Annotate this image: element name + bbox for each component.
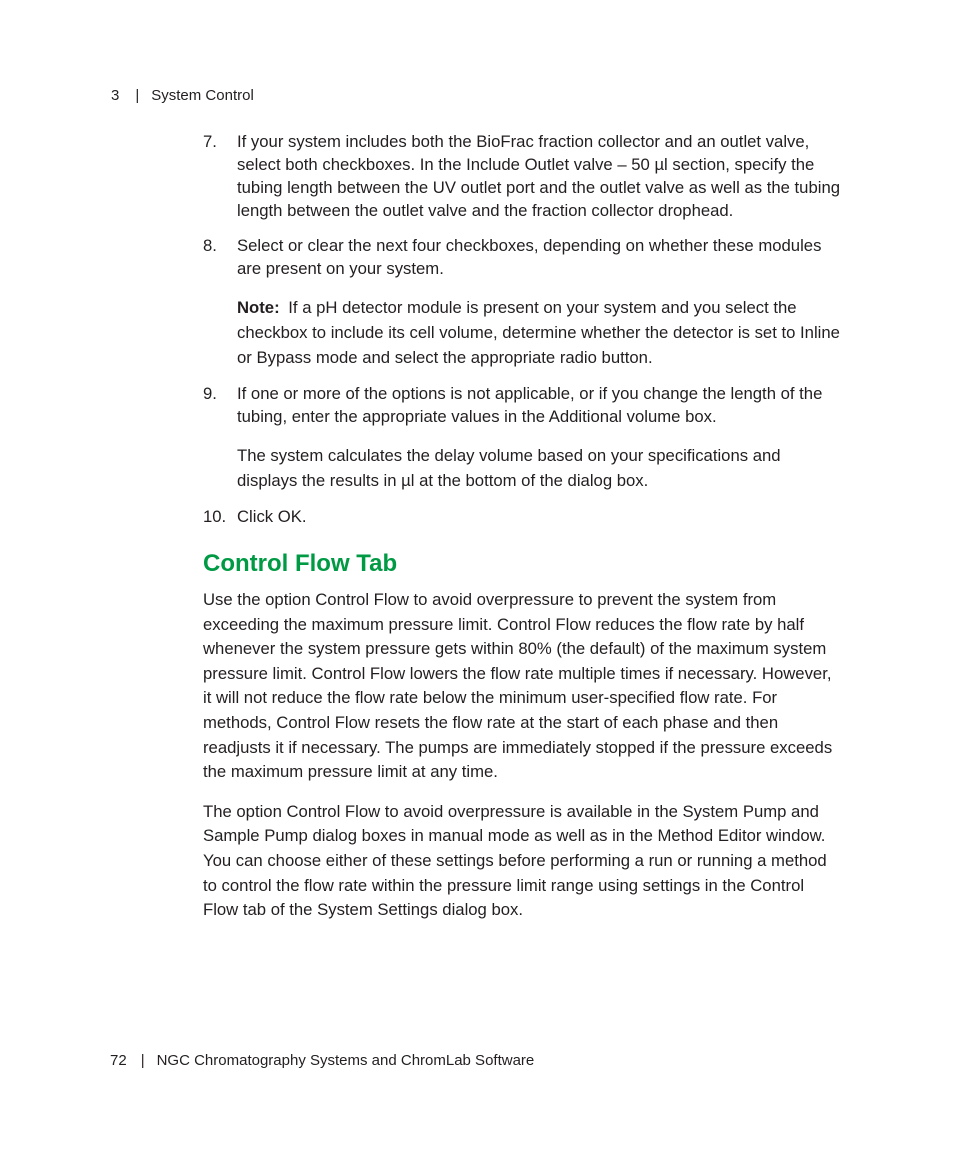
step-text: Click OK.	[237, 507, 307, 526]
header-separator: |	[135, 87, 140, 104]
step-body	[237, 234, 843, 370]
note-label: Note:	[237, 298, 280, 317]
running-footer	[110, 1052, 534, 1070]
page-content	[203, 130, 843, 938]
list-item-step-7	[203, 130, 843, 222]
step-number: 9.	[203, 384, 217, 403]
book-title: NGC Chromatography Systems and ChromLab Software	[156, 1052, 535, 1069]
step-body	[237, 505, 843, 528]
step-body	[237, 130, 843, 222]
step-number: 8.	[203, 236, 217, 255]
list-item-step-9	[203, 382, 843, 493]
step-text: Select or clear the next four checkboxes, depending on whether these modules are present on your system.	[237, 236, 822, 278]
section-paragraph: The option Control Flow to avoid overpressure is available in the System Pump and Sample Pump dialog boxes in manual mode as well as in the Method Editor window. You can choose either of these settings before performing a run or running a method to control the flow rate within the pressure limit range using settings in the Control Flow tab of the System Settings dialog box.	[203, 801, 827, 920]
list-item-step-10	[203, 505, 843, 528]
note-text: If a pH detector module is present on your system and you select the checkbox to include its cell volume, determine whether the detector is set to Inline or Bypass mode and select the appropriate radio button.	[237, 298, 840, 367]
step-followup-text: The system calculates the delay volume based on your specifications and displays the results in µl at the bottom of the dialog box.	[237, 446, 781, 490]
step-body	[237, 382, 843, 493]
list-item-step-8	[203, 234, 843, 370]
page-number: 72	[110, 1052, 127, 1069]
footer-separator: |	[140, 1052, 145, 1069]
section-heading: Control Flow Tab	[203, 550, 398, 577]
step-number: 7.	[203, 132, 217, 151]
running-header	[111, 87, 254, 105]
chapter-number: 3	[111, 87, 120, 104]
step-text: If one or more of the options is not applicable, or if you change the length of the tubing, enter the appropriate values in the Additional volume box.	[237, 384, 823, 426]
note	[237, 295, 843, 370]
section-paragraph: Use the option Control Flow to avoid overpressure to prevent the system from exceeding the maximum pressure limit. Control Flow reduces the flow rate by half whenever the system pressure gets within 80% (the default) of the maximum system pressure limit. Control Flow lowers the flow rate multiple times if necessary. However, it will not reduce the flow rate below the minimum user-specified flow rate. For methods, Control Flow resets the flow rate at the start of each phase and then readjusts it if necessary. The pumps are immediately stopped if the pressure exceeds the maximum pressure limit at any time.	[203, 590, 833, 782]
step-text: If your system includes both the BioFrac fraction collector and an outlet valve, select both checkboxes. In the Include Outlet valve – 50 µl section, specify the tubing length between the UV outlet port and the outlet valve as well as the tubing length between the outlet valve and the fraction collector drophead.	[237, 132, 841, 220]
step-number: 10.	[203, 507, 227, 526]
chapter-title: System Control	[151, 87, 254, 104]
